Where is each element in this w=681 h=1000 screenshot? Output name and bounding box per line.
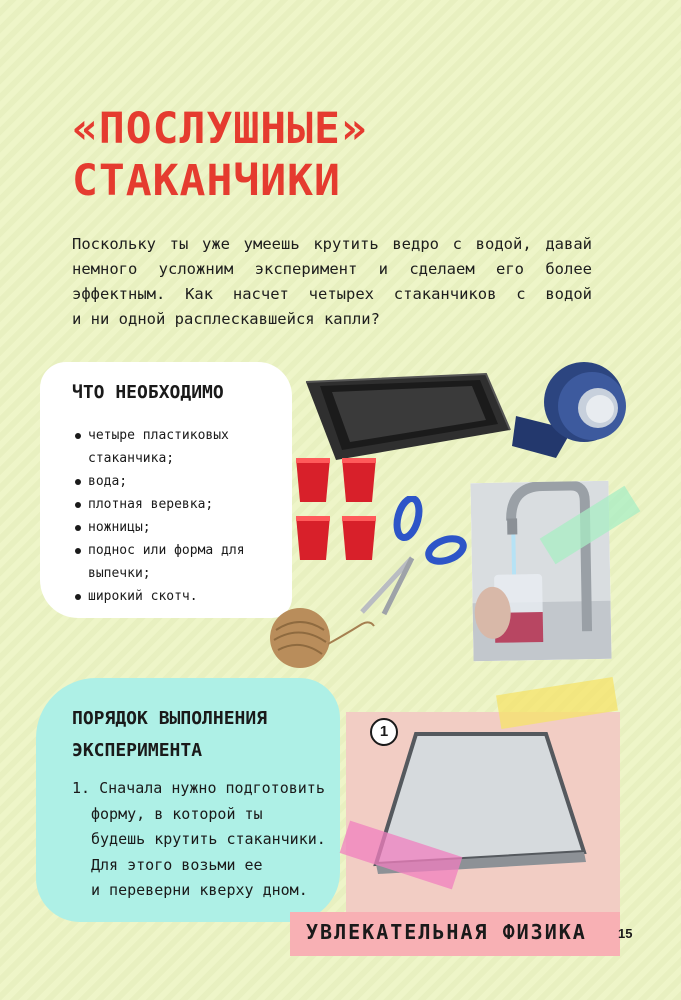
- materials-item: плотная веревка;: [74, 493, 284, 516]
- intro-line: эффектным. Как насчет четырех стаканчиков с водой: [72, 285, 592, 303]
- page-number: 15: [618, 926, 633, 941]
- procedure-title-line1: ПОРЯДОК ВЫПОЛНЕНИЯ: [72, 708, 268, 729]
- baking-tray-image: [296, 360, 514, 464]
- procedure-step-1: [72, 776, 342, 904]
- materials-item: ножницы;: [74, 516, 284, 539]
- step-line: форму, в которой ты: [91, 804, 263, 823]
- intro-line: немного усложним эксперимент и сделаем его более: [72, 260, 592, 278]
- page-title-line1: «ПОСЛУШНЫЕ»: [72, 104, 368, 154]
- materials-title: ЧТО НЕОБХОДИМО: [72, 382, 224, 403]
- step-line: будешь крутить стаканчики.: [91, 830, 326, 848]
- twine-image: [266, 604, 376, 672]
- duct-tape-image: [512, 354, 628, 462]
- intro-line: Поскольку ты уже умеешь крутить ведро с водой, давай: [72, 235, 592, 253]
- step-line: Для этого возьми ее: [91, 855, 263, 874]
- step-line: и переверни кверху дном.: [91, 881, 308, 899]
- scissors-image: [356, 496, 468, 616]
- step-line: 1. Сначала нужно подготовить: [72, 779, 325, 797]
- page-title-line2: СТАКАНЧИКИ: [72, 156, 341, 206]
- materials-item: вода;: [74, 470, 284, 493]
- procedure-title-line2: ЭКСПЕРИМЕНТА: [72, 740, 203, 761]
- materials-item: четыре пластиковых стаканчика;: [74, 424, 284, 470]
- materials-item: широкий скотч.: [74, 585, 284, 608]
- materials-item: поднос или форма для выпечки;: [74, 539, 284, 585]
- intro-line: и ни одной расплескавшейся капли?: [72, 310, 380, 328]
- section-label: УВЛЕКАТЕЛЬНАЯ ФИЗИКА: [306, 920, 587, 944]
- materials-list: [74, 424, 284, 608]
- intro-paragraph: [72, 232, 592, 332]
- step-number-badge: 1: [370, 718, 398, 746]
